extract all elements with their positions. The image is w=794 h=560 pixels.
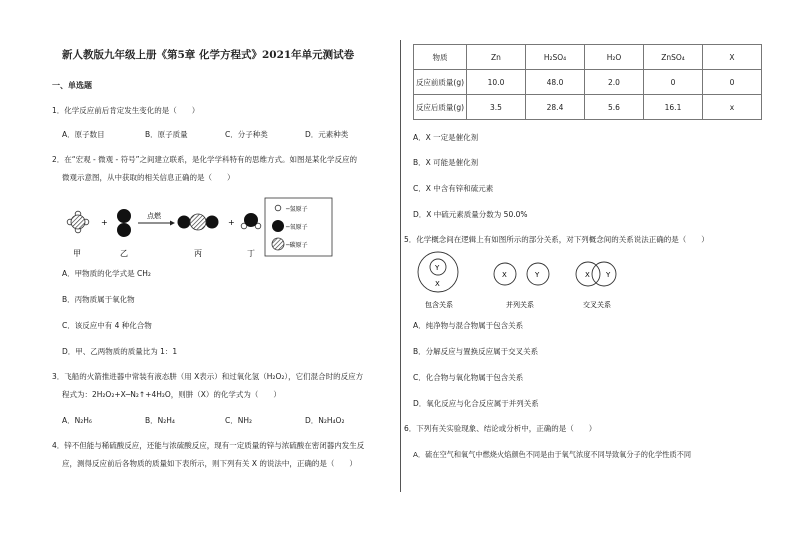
inclusion-relation	[418, 252, 458, 309]
atom-legend	[265, 198, 332, 256]
column-divider	[400, 40, 401, 492]
table-cell: 10.0	[467, 70, 526, 95]
parallel-relation	[494, 263, 549, 309]
q4-option-c: C．X 中含有锌和硫元素	[413, 184, 494, 193]
q5-option-d: D．氧化反应与化合反应属于并列关系	[413, 399, 539, 408]
page-title: 新人教版九年级上册《第5章 化学方程式》2021年单元测试卷	[62, 49, 355, 61]
q4-option-d: D．X 中硫元素质量分数为 50.0%	[413, 210, 528, 219]
q4-option-b: B．X 可能是催化剂	[413, 158, 479, 167]
table-cell: 48.0	[526, 70, 585, 95]
q2-stem-line1: 2．在“宏观 - 微观 - 符号”之间建立联系，是化学学科特有的思维方式。如图是某化学反应的	[52, 155, 357, 164]
molecule-yi	[117, 209, 131, 237]
parallel-label-x: X	[502, 271, 507, 279]
q4-stem-line2: 应，测得反应前后各物质的质量如下表所示，则下列有关 X 的说法中，正确的是（ ）	[62, 459, 357, 468]
table-header-cell: H₂SO₄	[526, 45, 585, 70]
q3-option-a: A．N₂H₆	[62, 416, 92, 425]
q1-option-d: D．元素种类	[305, 130, 349, 139]
legend-hydrogen: ─氢原子	[286, 206, 308, 213]
legend-carbon: ─碳原子	[286, 242, 308, 249]
intersection-label-x: X	[585, 271, 590, 279]
molecule-jia	[67, 211, 89, 233]
table-header-cell: 物质	[414, 45, 467, 70]
q1-stem: 1．化学反应前后肯定发生变化的是（ ）	[52, 106, 200, 115]
q2-option-d: D．甲、乙两物质的质量比为 1：1	[62, 347, 178, 356]
label-ding: 丁	[247, 249, 255, 258]
molecule-ding	[241, 213, 261, 229]
label-bing: 丙	[194, 249, 202, 258]
inclusion-outer-label: X	[435, 280, 440, 288]
table-cell: 16.1	[644, 95, 703, 120]
table-cell: x	[703, 95, 762, 120]
q1-option-a: A．原子数目	[62, 130, 105, 139]
table-row	[414, 95, 762, 120]
intersection-caption: 交叉关系	[583, 301, 611, 309]
q4-option-a: A．X 一定是催化剂	[413, 133, 479, 142]
q3-option-c: C．NH₂	[225, 416, 252, 425]
intersection-relation	[576, 262, 616, 309]
inclusion-caption: 包含关系	[425, 301, 453, 309]
table-cell: 0	[703, 70, 762, 95]
table-cell: 反应前质量(g)	[414, 70, 467, 95]
table-header-cell: H₂O	[585, 45, 644, 70]
q2-option-c: C．该反应中有 4 种化合物	[62, 321, 152, 330]
intersection-label-y: Y	[606, 271, 611, 279]
concept-relations-diagram	[405, 250, 645, 312]
q5-option-b: B．分解反应与置换反应属于交叉关系	[413, 347, 539, 356]
parallel-caption: 并列关系	[506, 301, 534, 309]
q1-option-b: B．原子质量	[145, 130, 188, 139]
q3-option-b: B．N₂H₄	[145, 416, 175, 425]
table-header-cell: X	[703, 45, 762, 70]
table-cell: 0	[644, 70, 703, 95]
legend-oxygen: ─氧原子	[286, 224, 308, 231]
table-cell: 反应后质量(g)	[414, 95, 467, 120]
q2-stem-line2: 微观示意图，从中获取的相关信息正确的是（ ）	[62, 173, 235, 182]
parallel-label-y: Y	[535, 271, 540, 279]
q5-option-a: A．纯净物与混合物属于包含关系	[413, 321, 524, 330]
molecule-bing	[178, 214, 219, 230]
q3-stem-line2: 程式为：2H₂O₂+X─N₂↑+4H₂O，则肼（X）的化学式为（ ）	[62, 390, 281, 399]
reaction-condition: 点燃	[147, 212, 161, 220]
table-cell: 5.6	[585, 95, 644, 120]
q2-option-a: A．甲物质的化学式是 CH₂	[62, 269, 151, 278]
table-header-cell: Zn	[467, 45, 526, 70]
q3-option-d: D．N₂H₄O₂	[305, 416, 345, 425]
q2-option-b: B．丙物质属于氧化物	[62, 295, 135, 304]
table-cell: 3.5	[467, 95, 526, 120]
q3-stem-line1: 3．飞船的火箭推进器中常装有液态肼（用 X表示）和过氧化氢（H₂O₂），它们混合时的反应方	[52, 372, 364, 381]
q4-stem-line1: 4．锌不但能与稀硫酸反应，还能与浓硫酸反应，现有一定质量的锌与浓硫酸在密闭器内发生反	[52, 441, 365, 450]
q6-stem: 6．下列有关实验现象、结论或分析中，正确的是（ ）	[404, 424, 597, 433]
table-cell: 2.0	[585, 70, 644, 95]
table-header-cell: ZnSO₄	[644, 45, 703, 70]
reaction-diagram	[60, 192, 380, 267]
plus-sign-2: +	[228, 218, 235, 227]
label-jia: 甲	[73, 249, 81, 258]
q5-option-c: C．化合物与氧化物属于包含关系	[413, 373, 524, 382]
inclusion-inner-label: Y	[435, 264, 440, 272]
q6-option-a: A．硫在空气和氧气中燃烧火焰颜色不同是由于氧气浓度不同导致氧分子的化学性质不同	[413, 450, 692, 459]
plus-sign-1: +	[101, 218, 108, 227]
section-heading: 一、单选题	[52, 81, 92, 90]
label-yi: 乙	[120, 249, 128, 258]
q5-stem: 5．化学概念间在逻辑上有如图所示的部分关系，对下列概念间的关系说法正确的是（ ）	[404, 235, 709, 244]
table-row	[414, 70, 762, 95]
q1-option-c: C．分子种类	[225, 130, 268, 139]
mass-table	[413, 44, 762, 120]
table-header-row	[414, 45, 762, 70]
table-cell: 28.4	[526, 95, 585, 120]
